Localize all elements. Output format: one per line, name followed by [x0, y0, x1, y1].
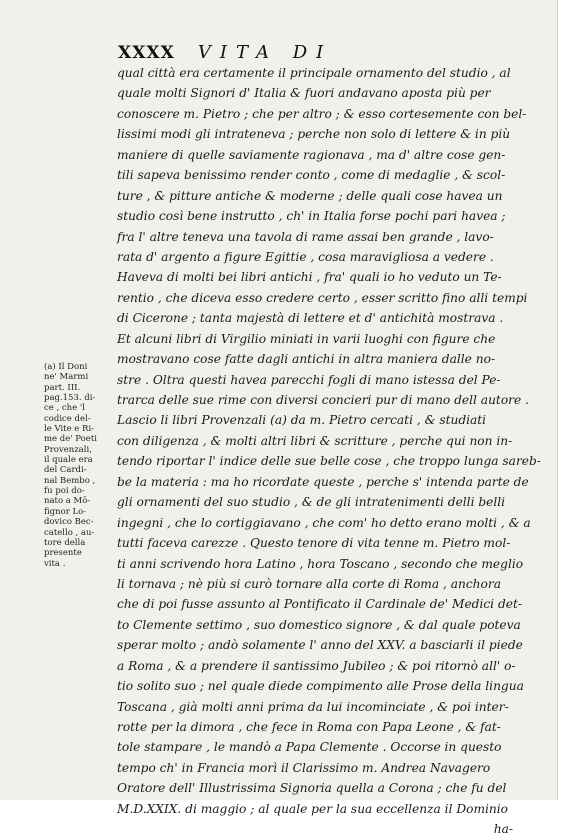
marginal-note-line: (a) Il Doni — [44, 362, 88, 372]
text-line: Et alcuni libri di Virgilio miniati in varii luoghi con figure che — [117, 331, 496, 346]
text-line: rata d' argento a figure Egittie , cosa maravigliosa a vedere . — [117, 249, 494, 264]
text-line: con diligenza , & molti altri libri & scritture , perche qui non in- — [117, 433, 513, 448]
marginal-note-line: ce , che 'l — [44, 403, 85, 414]
text-line: rentio , che diceva esso credere certo , esser scritto fino alli tempi — [117, 290, 528, 305]
text-line: ture , & pitture antiche & moderne ; delle quali cose havea un — [117, 188, 503, 203]
text-line: tio solito suo ; nel quale diede compimento alle Prose della lingua — [117, 679, 524, 694]
marginal-note-line: ne' Marmi — [44, 372, 89, 383]
page-header — [118, 42, 332, 63]
text-line: rotte per la dimora , che fece in Roma con Papa Leone , & fat- — [117, 720, 501, 734]
text-line: be la materia : ma ho ricordate queste , perche s' intenda parte de — [117, 474, 529, 489]
text-line: trarca delle sue rime con diversi concieri pur di mano dell autore . — [117, 393, 529, 407]
marginal-note-line: fu poi do- — [44, 486, 85, 497]
text-line: to Clemente settimo , suo domestico signore , & dal quale poteva — [117, 617, 521, 632]
text-line: lissimi modi gli intrateneva ; perche non solo di lettere & in più — [117, 127, 511, 142]
text-line: conoscere m. Pietro ; che per altro ; & esso cortesemente con bel- — [117, 106, 527, 121]
text-line: che di poi fusse assunto al Pontificato il Cardinale de' Medici det- — [117, 597, 522, 612]
text-line: Oratore dell' Illustrissima Signoria quella a Corona ; che fu del — [117, 781, 507, 796]
body-text — [117, 63, 541, 840]
main-paragraph — [117, 63, 541, 819]
marginal-note-line: pag.153. di- — [44, 393, 96, 404]
text-line: maniere di quelle saviamente ragionava , ma d' altre cose gen- — [117, 147, 506, 162]
marginal-note-line: le Vite e Ri- — [44, 424, 95, 435]
marginal-note-line: codice del- — [44, 413, 91, 424]
marginal-note-line: nato a Mō- — [44, 496, 91, 507]
text-line: ti anni scrivendo hora Latino , hora Toscano , secondo che meglio — [117, 556, 524, 571]
text-line: di Cicerone ; tanta majestà di lettere et d' antichità mostrava . — [117, 311, 504, 326]
marginal-note-line: dovico Bec- — [44, 517, 94, 528]
text-line: tole stampare , le mandò a Papa Clemente . Occorse in questo — [117, 740, 502, 755]
marginal-note-line: vita . — [44, 558, 66, 569]
catchword: ha- — [493, 822, 513, 837]
text-line: tili sapeva benissimo render conto , come di medaglie , & scol- — [117, 168, 506, 183]
text-line: Lascio li libri Provenzali (a) da m. Pietro cercati , & studiati — [117, 413, 487, 428]
marginal-note-line: nal Bembo , — [44, 475, 96, 486]
text-line: sperar molto ; andò solamente l' anno del XXV. a basciarli il piede — [117, 638, 523, 653]
text-line: li tornava ; nè più si curò tornare alla corte di Roma , anchora — [117, 576, 501, 591]
marginal-note-line: part. III. — [44, 382, 81, 393]
text-line: Toscana , già molti anni prima da lui incominciate , & poi inter- — [117, 699, 509, 714]
marginal-note-line: fignor Lo- — [44, 506, 87, 517]
text-line: mostravano cose fatte dagli antichi in altra maniera dalle no- — [117, 352, 496, 367]
text-line: ingegni , che lo cortiggiavano , che com' ho detto erano molti , & a — [117, 515, 531, 530]
text-line: tempo ch' in Francia morì il Clarissimo m. Andrea Navagero — [117, 760, 491, 775]
marginal-note-line: il quale era — [44, 455, 93, 466]
marginal-note-line: catello , au- — [44, 527, 95, 538]
text-line: M.D.XXIX. di maggio ; al quale per la sua eccellenza il Dominio — [117, 801, 508, 816]
text-line: quale molti Signori d' Italia & fuori andavano aposta più per — [117, 86, 491, 101]
text-line: qual città era certamente il principale ornamento del studio , al — [117, 66, 511, 80]
text-line: gli ornamenti del suo studio , & de gli intratenimenti delli belli — [117, 495, 506, 510]
running-title: VITA DI — [197, 42, 333, 63]
marginal-note-line: del Cardi- — [44, 465, 87, 476]
marginal-note-line: presente — [44, 548, 82, 559]
text-line: tutti faceva carezze . Questo tenore di vita tenne m. Pietro mol- — [117, 536, 511, 551]
marginal-note-line: me de' Poeti — [44, 434, 97, 445]
text-line: a Roma , & a prendere il santissimo Jubileo ; & poi ritornò all' o- — [117, 658, 516, 673]
text-line: Haveva di molti bei libri antichi , fra' quali io ho veduto un Te- — [117, 270, 502, 285]
page-number: XXXX — [118, 43, 175, 63]
marginal-note — [44, 362, 116, 569]
text-line: studio così bene instrutto , ch' in Italia forse pochi pari havea ; — [117, 209, 506, 224]
marginal-note-line: tore della — [44, 537, 86, 548]
marginal-note-line: Provenzali, — [44, 444, 92, 455]
text-line: stre . Oltra questi havea parecchi fogli di mano istessa del Pe- — [117, 372, 501, 387]
text-line: fra l' altre teneva una tavola di rame assai ben grande , lavo- — [117, 229, 494, 244]
text-line: tendo riportar l' indice delle sue belle cose , che troppo lunga sareb- — [117, 454, 541, 469]
